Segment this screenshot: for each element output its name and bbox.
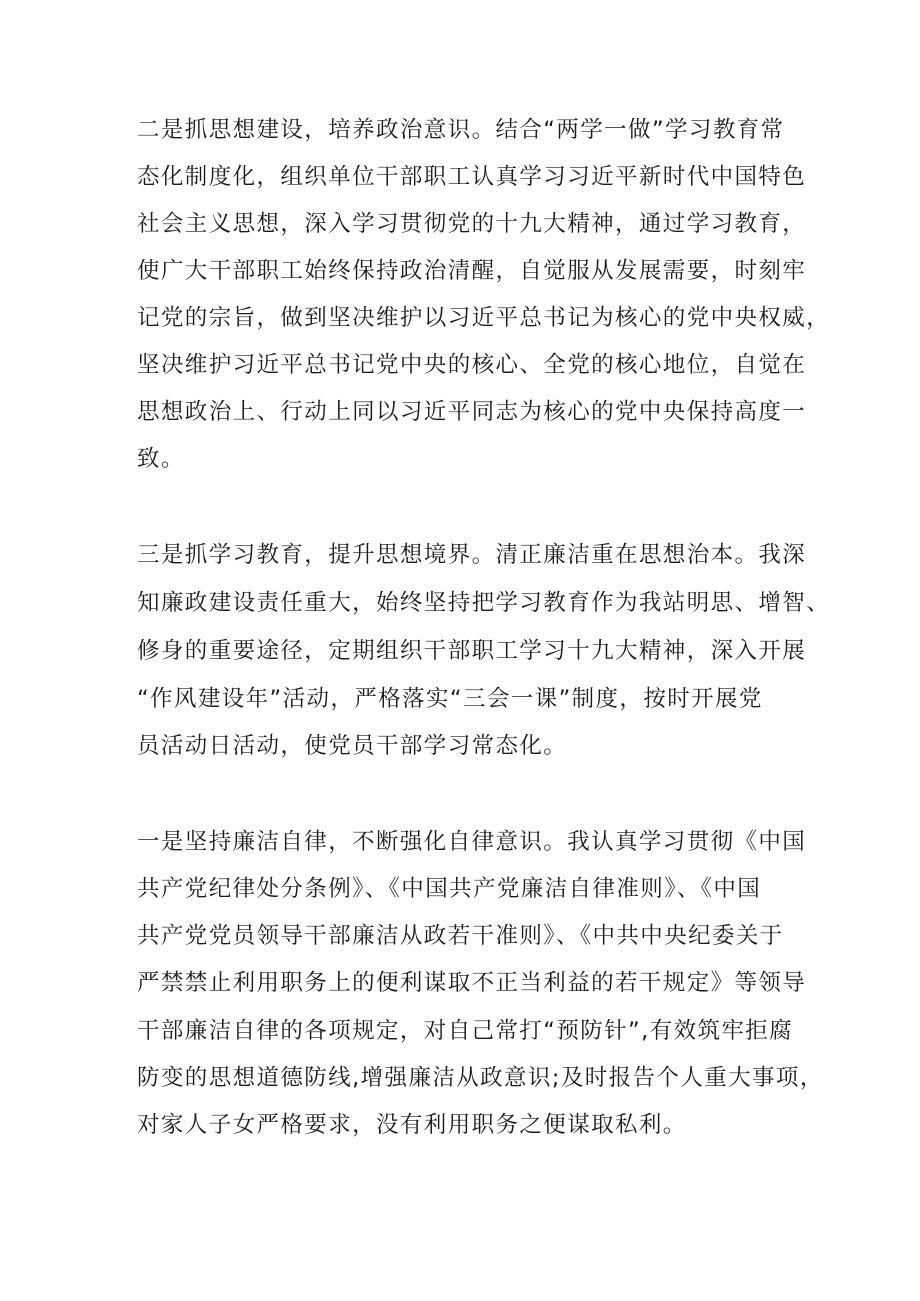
text-line: 防变的思想道德防线,增强廉洁从政意识;及时报告个人重大事项， — [137, 1065, 824, 1091]
text-line: 三是抓学习教育，提升思想境界。清正廉洁重在思想治本。我深 — [137, 542, 807, 568]
text-line: 一是坚持廉洁自律，不断强化自律意识。我认真学习贯彻《中国 — [137, 829, 807, 855]
text-line: 共产党纪律处分条例》、《中国共产党廉洁自律准则》、《中国 — [137, 876, 762, 902]
text-line: 严禁禁止利用职务上的便利谋取不正当利益的若干规定》等领导 — [137, 970, 807, 996]
text-line: 致。 — [137, 446, 185, 472]
text-line: 干部廉洁自律的各项规定，对自己常打“预防针”,有效筑牢拒腐 — [137, 1018, 794, 1044]
text-line: 对家人子女严格要求，没有利用职务之便谋取私利。 — [137, 1112, 687, 1138]
text-line: 员活动日活动，使党员干部学习常态化。 — [137, 733, 568, 759]
text-line: 使广大干部职工始终保持政治清醒，自觉服从发展需要，时刻牢 — [137, 258, 807, 284]
text-line: 态化制度化，组织单位干部职工认真学习习近平新时代中国特色 — [137, 164, 807, 190]
text-line: 思想政治上、行动上同以习近平同志为核心的党中央保持高度一 — [137, 399, 807, 425]
text-line: 知廉政建设责任重大，始终坚持把学习教育作为我站明思、增智、 — [137, 590, 831, 616]
text-line: 修身的重要途径，定期组织干部职工学习十九大精神，深入开展 — [137, 638, 807, 664]
text-line: 社会主义思想，深入学习贯彻党的十九大精神，通过学习教育， — [137, 211, 807, 237]
text-line: 记党的宗旨，做到坚决维护以习近平总书记为核心的党中央权威， — [137, 305, 831, 331]
text-line: 共产党党员领导干部廉洁从政若干准则》、《中共中央纪委关于 — [137, 923, 784, 949]
text-line: “作风建设年”活动，严格落实“三会一课”制度，按时开展党 — [137, 686, 763, 712]
text-line: 坚决维护习近平总书记党中央的核心、全党的核心地位，自觉在 — [137, 352, 807, 378]
text-line: 二是抓思想建设，培养政治意识。结合“两学一做”学习教育常 — [137, 117, 785, 143]
